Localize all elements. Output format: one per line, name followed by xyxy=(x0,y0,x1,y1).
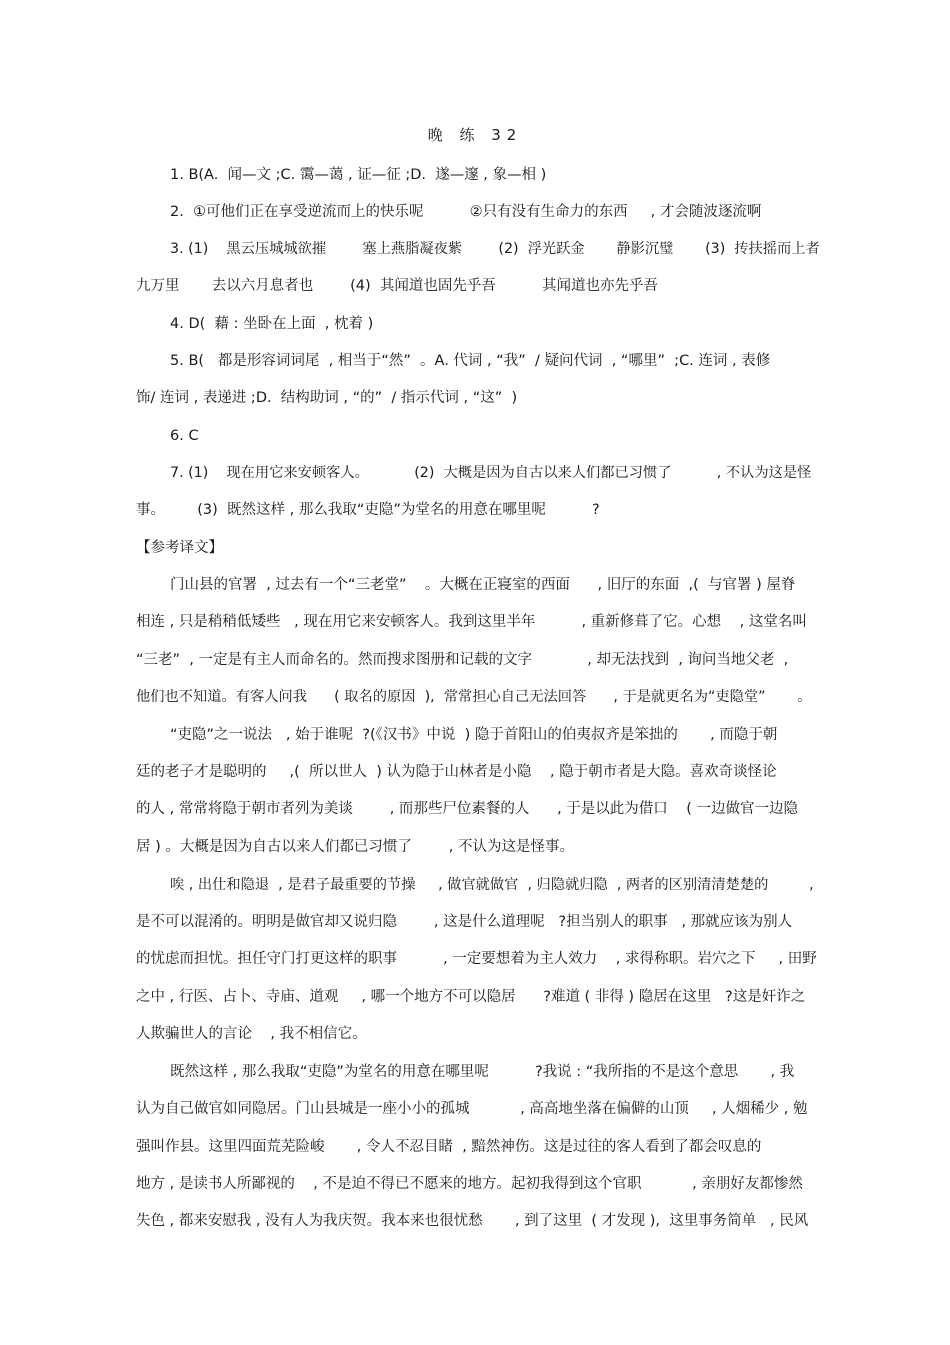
answer-1: 1. B(A. 闻—文 ;C. 霭—蔼 , 证—征 ;D. 遂—邃 , 象—相 ) xyxy=(170,167,547,183)
translation-p2-line-3: 的人 , 常常将隐于朝市者列为美谈 , 而那些尸位素餐的人 , 于是以此为借口 ( 一边做官一边隐 xyxy=(136,801,798,817)
translation-p3-line-4: 之中 , 行医、占卜、寺庙、道观 , 哪一个地方不可以隐居 ?难道 ( 非得 ) 隐居在这里 ?这是奸诈之 xyxy=(136,989,806,1005)
translation-p1-line-1: 门山县的官署 , 过去有一个“三老堂” 。大概在正寝室的西面 , 旧厅的东面 ,( 与官署 ) 屋脊 xyxy=(170,577,796,593)
translation-p1-line-2: 相连 , 只是稍稍低矮些 , 现在用它来安顿客人。我到这里半年 , 重新修葺了它。心想 , 这堂名叫 xyxy=(136,614,807,630)
answer-5-line-2: 饰/ 连词 , 表递进 ;D. 结构助词 , “的” / 指示代词 , “这” ) xyxy=(136,390,518,406)
translation-p1-line-3: “三老” , 一定是有主人而命名的。然而搜求图册和记载的文字 , 却无法找到 , 询问当地父老 , xyxy=(136,652,789,668)
translation-p2-line-2: 廷的老子才是聪明的 ,( 所以世人 ) 认为隐于山林者是小隐 , 隐于朝市者是大隐。喜欢奇谈怪论 xyxy=(136,764,777,780)
translation-p4-line-2: 认为自己做官如同隐居。门山县城是一座小小的孤城 , 高高地坐落在偏僻的山顶 , 人烟稀少 , 勉 xyxy=(136,1101,808,1117)
answer-3-line-1: 3. (1) 黑云压城城欲摧 塞上燕脂凝夜紫 (2) 浮光跃金 静影沉璧 (3) 抟扶摇而上者 xyxy=(170,241,820,257)
translation-p4-line-4: 地方 , 是读书人所鄙视的 , 不是迫不得已不愿来的地方。起初我得到这个官职 , 亲朋好友都惨然 xyxy=(136,1176,803,1192)
answer-4: 4. D( 藉 : 坐卧在上面 , 枕着 ) xyxy=(170,316,374,332)
answer-7-line-2: 事。 (3) 既然这样 , 那么我取“吏隐”为堂名的用意在哪里呢 ? xyxy=(136,502,600,518)
translation-p2-line-4: 居 ) 。大概是因为自古以来人们都已习惯了 , 不认为这是怪事。 xyxy=(136,839,574,855)
answer-6: 6. C xyxy=(170,428,199,444)
translation-p1-line-4: 他们也不知道。有客人问我 ( 取名的原因 ), 常常担心自己无法回答 , 于是就更名为“吏隐堂” 。 xyxy=(136,689,812,705)
translation-p3-line-2: 是不可以混淆的。明明是做官却又说归隐 , 这是什么道理呢 ?担当别人的职事 , 那就应该为别人 xyxy=(136,914,793,930)
translation-p2-line-1: “吏隐”之一说法 , 始于谁呢 ?(《汉书》中说 ) 隐于首阳山的伯夷叔齐是笨拙的 , 而隐于朝 xyxy=(170,727,778,743)
page-title: 晚 练 32 xyxy=(427,126,523,144)
translation-p3-line-5: 人欺骗世人的言论 , 我不相信它。 xyxy=(136,1026,367,1042)
translation-p3-line-1: 唉 , 出仕和隐退 , 是君子最重要的节操 , 做官就做官 , 归隐就归隐 , 两者的区别清清楚楚的 , xyxy=(170,877,814,893)
answer-3-line-2: 九万里 去以六月息者也 (4) 其闻道也固先乎吾 其闻道也亦先乎吾 xyxy=(136,278,658,294)
answer-2: 2. ①可他们正在享受逆流而上的快乐呢 ②只有没有生命力的东西 , 才会随波逐流啊 xyxy=(170,204,762,220)
translation-p3-line-3: 的忧虑而担忧。担任守门打更这样的职事 , 一定要想着为主人效力 , 求得称职。岩穴之下 , 田野 xyxy=(136,951,817,967)
reference-heading: 【参考译文】 xyxy=(136,540,223,556)
translation-p4-line-5: 失色 , 都来安慰我 , 没有人为我庆贺。我本来也很忧愁 , 到了这里 ( 才发现 ), 这里事务简单 , 民风 xyxy=(136,1213,809,1229)
answer-7-line-1: 7. (1) 现在用它来安顿客人。 (2) 大概是因为自古以来人们都已习惯了 , 不认为这是怪 xyxy=(170,465,812,481)
translation-p4-line-3: 强叫作县。这里四面荒芜险峻 , 令人不忍目睹 , 黯然神伤。这是过往的客人看到了都会叹息的 xyxy=(136,1139,762,1155)
answer-5-line-1: 5. B( 都是形容词词尾 , 相当于“然” 。A. 代词 , “我” / 疑问代词 , “哪里” ;C. 连词 , 表修 xyxy=(170,353,771,369)
translation-p4-line-1: 既然这样 , 那么我取“吏隐”为堂名的用意在哪里呢 ?我说 : “我所指的不是这个意思 , 我 xyxy=(170,1064,795,1080)
